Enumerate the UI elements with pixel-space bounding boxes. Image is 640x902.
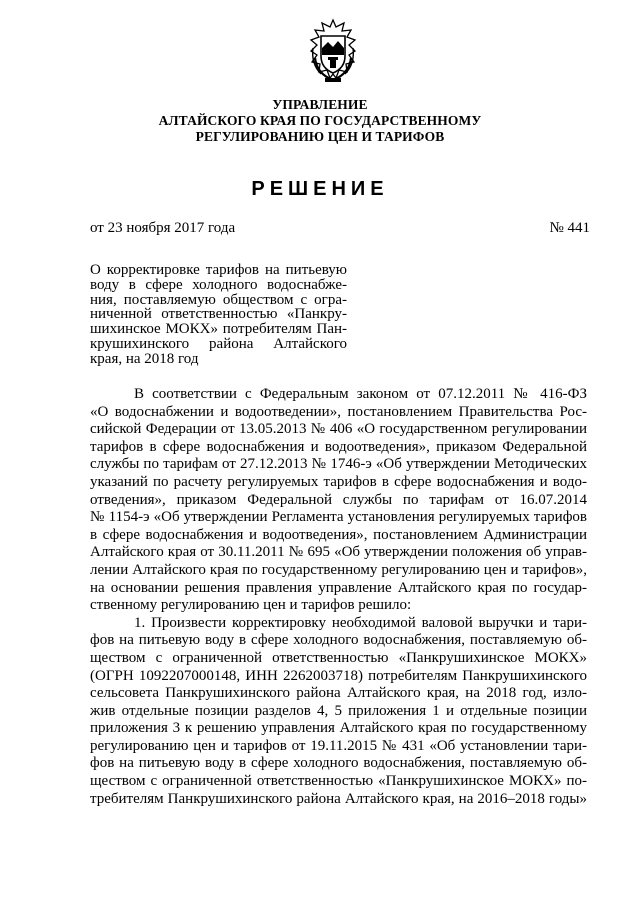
coat-of-arms-icon: [305, 18, 361, 84]
document-body: [90, 386, 587, 808]
body-line: сийской Федерации от 13.05.2013 № 406 «О государственном регулировании: [90, 421, 587, 438]
subject-line: воду в сфере холодного водоснабже-: [90, 276, 347, 293]
body-line: фов на питьевую воду в сфере холодного водоснабжения, поставляемую об-: [90, 755, 587, 772]
body-line: жив отдельные позиции разделов 4, 5 приложения 1 и отдельные позиции: [90, 702, 587, 719]
document-date: от 23 ноября 2017 года: [90, 220, 236, 236]
subject-line: О корректировке тарифов на питьевую: [90, 262, 347, 278]
body-line: ществом с ограниченной ответственностью «Панкрушихинское МОКХ»: [90, 649, 587, 666]
body-line: ственному регулированию цен и тарифов решило:: [90, 597, 412, 614]
document-number: № 441: [549, 220, 590, 236]
body-line: № 1154-э «Об утверждении Регламента установления регулируемых тарифов: [90, 509, 587, 526]
body-line: Алтайского края от 30.11.2011 № 695 «Об утверждении положения об управ-: [90, 544, 587, 561]
document-type-title: РЕШЕНИЕ: [251, 178, 389, 200]
body-line: службы по тарифам от 27.12.2013 № 1746-э «Об утверждении Методических: [90, 456, 587, 473]
body-line: приложения 3 к решению управления Алтайского края по государственному: [90, 720, 587, 737]
subject-block: [90, 263, 347, 367]
subject-line: шихинское МОКХ» потребителям Пан-: [90, 321, 347, 338]
subject-line: ниченной ответственностью «Панкру-: [90, 306, 347, 323]
body-line: тарифов в сфере водоснабжения и водоотведения», приказом Федеральной: [90, 438, 587, 455]
body-line: «О водоснабжении и водоотведении», постановлением Правительства Рос-: [90, 403, 587, 420]
org-name-line-3: РЕГУЛИРОВАНИЮ ЦЕН И ТАРИФОВ: [195, 129, 445, 144]
subject-line: края, на 2018 год: [90, 350, 199, 367]
body-line: (ОГРН 1092207000148, ИНН 2262003718) потребителям Панкрушихинского: [90, 667, 587, 684]
body-line: лении Алтайского края по государственному регулированию цен и тарифов»,: [90, 561, 587, 578]
org-name-line-2: АЛТАЙСКОГО КРАЯ ПО ГОСУДАРСТВЕННОМУ: [158, 113, 482, 128]
body-line: отведения», приказом Федеральной службы по тарифам от 16.07.2014: [90, 491, 587, 508]
subject-line: крушихинского района Алтайского: [90, 335, 347, 352]
body-line: на основании решения правления управление Алтайского края по государ-: [90, 579, 587, 596]
body-line: требителям Панкрушихинского района Алтайского края, на 2016–2018 годы»: [90, 790, 587, 807]
org-name-line-1: УПРАВЛЕНИЕ: [272, 97, 368, 112]
body-line: регулированию цен и тарифов от 19.11.2015 № 431 «Об установлении тари-: [90, 737, 587, 754]
body-line: ществом с ограниченной ответственностью «Панкрушихинское МОКХ» по-: [90, 773, 587, 790]
body-line: в сфере водоснабжения и водоотведения», постановлением Администрации: [90, 526, 587, 543]
body-line: фов на питьевую воду в сфере холодного водоснабжения, поставляемую об-: [90, 632, 587, 649]
body-line: указаний по расчету регулируемых тарифов в сфере водоснабжения и водо-: [90, 473, 587, 490]
subject-line: ния, поставляемую обществом с огра-: [90, 291, 347, 308]
body-line: 1. Произвести корректировку необходимой валовой выручки и тари-: [134, 614, 587, 631]
body-line: В соответствии с Федеральным законом от 07.12.2011 № 416-ФЗ: [134, 386, 587, 402]
body-line: сельсовета Панкрушихинского района Алтайского края, на 2018 год, изло-: [90, 685, 587, 702]
